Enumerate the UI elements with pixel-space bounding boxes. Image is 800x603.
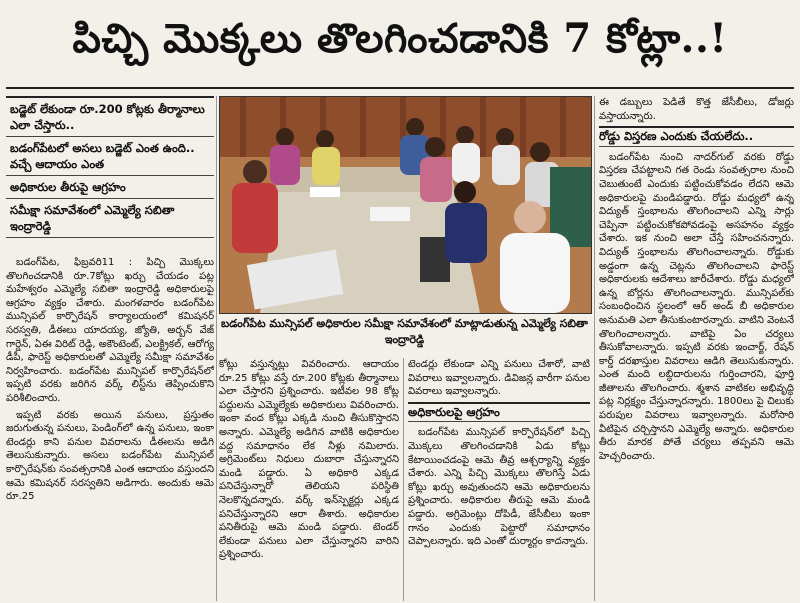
paragraph: కోట్లు వస్తున్నట్లు వివరించారు. ఆదాయం రూ.25 కోట్లు వస్తే రూ.200 కోట్లకు తీర్మానాలు ఎలా చేస్తారని ప్రశ్నించారు. ఇటీవల 98 కోట్ల పద్దులను ఎమ్మెల్యేకు అధికారులు వివరించారు. ఇంకా వంద కోట్లు ఎక్కడి నుంచి తీసుకొస్తారని అన్నారు. ఎమ్మెల్యే అడిగిన వాటికి అధికారుల వద్ద సమాధానం లేక నీళ్లు నమిలారు. అగ్రిమెంట్‌లు నిధులు దుబారా చేస్తున్నారని మండి పడ్డారు. ఏ అధికారి ఎక్కడ పనిచేస్తున్నారో తెలియని పరిస్థితి నెలకొన్నదన్నారు. వర్క్ ఇన్‌స్పెక్టర్లు ఎక్కడ పనిచేస్తున్నారని ఆరా తీశారు. అధికారుల పనితీరుపై ఆమె మండి పడ్డారు. టెండర్ లేకుండా పనులు ఎలా చేస్తున్నారని వారిని ప్రశ్నించారు. xyxy=(219,359,399,561)
column-divider xyxy=(403,358,404,601)
subheading-road-widening: రోడ్డు విస్తరణ ఎందుకు చేయలేదు.. xyxy=(599,126,794,147)
deck-3: అధికారుల తీరుపై ఆగ్రహం xyxy=(6,176,214,199)
paragraph: ఈ డబ్బులు పెడితే కొత్త జేసీబీలు, డోజర్లు వస్తాయన్నారు. xyxy=(599,97,794,122)
deck-4: సమీక్షా సమావేశంలో ఎమ్మెల్యే సబితా ఇంద్రారెడ్డి xyxy=(6,199,214,238)
subheading-officials-anger: అధికారులపై ఆగ్రహం xyxy=(408,402,590,423)
headline-rule xyxy=(6,87,794,89)
sidebar-decks xyxy=(6,96,214,238)
column-divider xyxy=(216,96,217,601)
article-column-3 xyxy=(408,358,590,601)
paragraph: టెండర్లు లేకుండా ఎన్ని పనులు చేశారో, వాటి వివరాలు ఇవ్వాలన్నారు. డివిజన్ల వారీగా పనుల వివరాలు ఇవ్వాలన్నారు. xyxy=(408,359,590,398)
deck-1: బడ్జెట్ లేకుండా రూ.200 కోట్లకు తీర్మానాలు ఎలా చేస్తారు.. xyxy=(6,96,214,137)
deck-2: బడంగ్‌పేటలో అసలు బడ్జెట్ ఎంత ఉంది.. వచ్చే ఆదాయం ఎంత xyxy=(6,137,214,176)
photo-caption: బడంగ్‌పేట మున్సిపల్ అధికారుల సమీక్షా సమావేశంలో మాట్లాడుతున్న ఎమ్మెల్యే సబితా ఇంద్రారెడ్డి xyxy=(221,317,588,346)
meeting-photo-illustration xyxy=(220,97,591,313)
article-column-4 xyxy=(599,96,794,601)
paragraph: బడంగ్‌పేట, ఫిబ్రవరి11 : పిచ్చి మొక్కలు తొలగించడానికి రూ.7కోట్లు ఖర్చు చేయడం పట్ల మహేశ్వరం ఎమ్మెల్యే సబితా ఇంద్రారెడ్డి అధికారులపై ఆగ్రహం వ్యక్తం చేశారు. మంగళవారం బడంగ్‌పేట మున్సిపల్ కార్పొరేషన్ కార్యాలయంలో కమిషనర్ సరస్వతి, డీఈలు యాదయ్య, జ్యోతి, అర్బన్ వేజ్ గార్డెన్, ఏఈ విరిట్ రెడ్డి, అకౌంటెంట్, ఎలక్ట్రికల్, ఆరోగ్య డీపీ, ఫారెస్ట్ అధికారులతో ఎమ్మెల్యే సమీక్షా సమావేశం నిర్వహించారు. బడంగ్‌పేట మున్సిపల్ కార్పొరేషన్‌లో ఇప్పటి వరకు జరిగిన వర్క్ లిస్ట్‌ను తెప్పించుకొని పరిశీలించారు. xyxy=(6,257,214,404)
headline: పిచ్చి మొక్కలు తొలగించడానికి 7 కోట్లా..! xyxy=(72,14,728,62)
article-column-1 xyxy=(6,256,214,601)
paragraph: బడంగ్‌పేట నుంచి నాదర్‌గుల్ వరకు రోడ్డు విస్తరణ చేపట్టాలని గత రెండు సంవత్సరాల నుంచి చెబుతుంటే ఎందుకు పట్టించుకోవడం లేదని ఆమె అధికారులపై మండిపడ్డారు. రోడ్డు మధ్యలో ఉన్న విద్యుత్ స్తంభాలను తొలగించాలని ఎన్ని సార్లు చెప్పినా పట్టించుకోకపోవడంపై అసహనం వ్యక్తం చేశారు. ఇక నుంచి అలా చేస్తే సహించనన్నారు. విద్యుత్ స్తంభాలను తొలగించాలన్నారు. రోడ్డుకు అడ్డంగా ఉన్న చెట్లను తొలగించాలని ఫారెస్ట్ అధికారులకు ఆదేశాలు జారీచేశారు. రోడ్డు మధ్యలో ఉన్న బోర్లను తొలగించాలన్నారు. మున్సిపల్‌కు సంబంధించిన స్థలంలో ఆర్ అండ్ బీ అధికారుల అనుమతి ఎలా తీసుకుంటారన్నారు. వాటిని వెంటనే తొలగించాలన్నారు. వాటిపై ఏం చర్యలు తీసుకోవాలన్నారు. ఇప్పటి వరకు ఇంచార్జ్, రేషన్ కార్డ్ దరఖాస్తుల వివరాలు ఆడిగి తెలుసుకున్నారు. ఎంత మంది లబ్ధిదారులను గుర్తించారని, ఫూర్తి జీతాలను తొలగించారు. శ్మశాన వాటికల అభివృద్ధి పట్ల నిర్లక్ష్యం చేస్తున్నారన్నారు. 1800లు పై చిలుకు పరుపుల వివరాలు ఇవ్వాలన్నారు. మరోసారి వీటిపైన చర్చిస్తానని ఎమ్మెల్యే అన్నారు. అధికారుల తీరు మారక పోతే చర్యలు తప్పవని ఆమె హెచ్చరించారు. xyxy=(599,151,794,462)
article-column-2 xyxy=(219,358,399,601)
paragraph: ఇప్పటి వరకు అయిన పనులు, ప్రస్తుతం జరుగుతున్న పనులు, పెండింగ్‌లో ఉన్న పనులు, ఇంకా టెండర్లు కాని పనుల వివరాలను డీఈలను అడిగి తెలుసుకున్నారు. అసలు బడంగ్‌పేట మున్సిపల్ కార్పొరేషన్‌కు సంవత్సరానికి ఎంత ఆదాయం వస్తుందని ఆమె కమిషనర్ సరస్వతిని అడిగారు. అందుకు ఆమె రూ.25 xyxy=(6,409,214,503)
meeting-photo xyxy=(219,96,592,314)
column-divider xyxy=(594,96,595,601)
paragraph: బడంగ్‌పేట మున్సిపల్ కార్పొరేషన్‌లో పిచ్చి మొక్కలు తొలగించడానికి ఏడు కోట్లు కేటాయించడంపై ఆమె తీవ్ర ఆశ్చర్యాన్ని వ్యక్తం చేశారు. ఎన్ని పిచ్చి మొక్కలు తొలగిస్తే ఏడు కోట్లు ఖర్చు అవుతుందని ఆమె అధికారులను ప్రశ్నించారు. అధికారుల తీరుపై ఆమె మండి పడ్డారు. అగ్రిమెంట్లు దోపిడీ, జేసీబీలు ఇంకా గానం ఎందుకు పెట్టారో సమాధానం చెప్పాలన్నారు. ఇది ఎంతో దుర్మార్గం కాదన్నారు. xyxy=(408,427,590,548)
